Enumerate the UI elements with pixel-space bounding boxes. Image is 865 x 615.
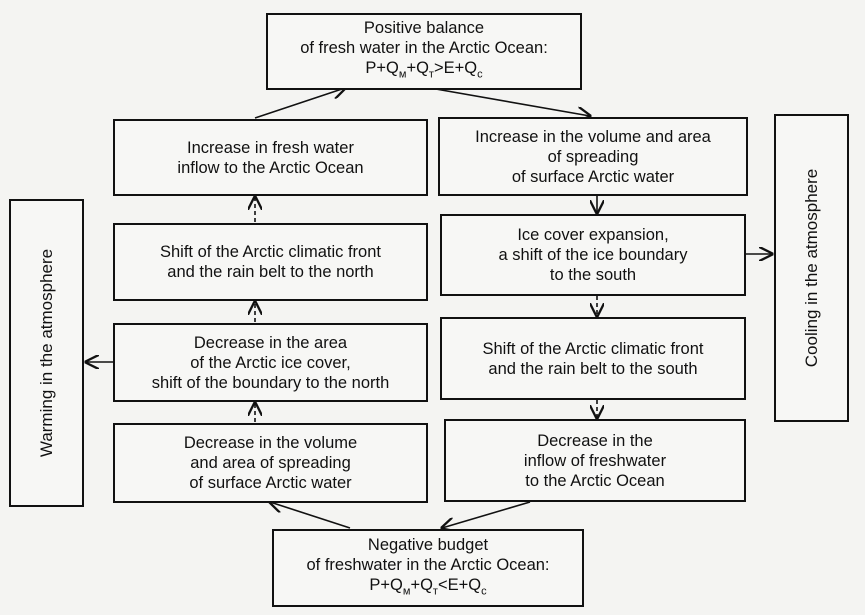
inflow-decrease-box — [444, 419, 746, 502]
negative-budget-title: Negative budget — [367, 535, 489, 554]
volume-increase-box — [438, 117, 748, 196]
volume-decrease-box — [113, 423, 428, 503]
ice-expansion-line2: a shift of the ice boundary — [498, 246, 688, 264]
ice-decrease-box — [113, 323, 428, 402]
front-south-line2: and the rain belt to the south — [488, 359, 698, 378]
volume-decrease-line2: and area of spreading — [190, 454, 351, 472]
ice-decrease-line3: shift of the boundary to the north — [151, 373, 390, 392]
arrow-inflow-increase-to-positive — [255, 88, 345, 118]
volume-increase-line2: of spreading — [547, 147, 639, 166]
arrow-negative-to-volume-decrease — [270, 502, 350, 528]
warming-box — [9, 199, 84, 507]
ice-expansion-line1: Ice cover expansion, — [517, 226, 669, 244]
ice-decrease-line2: of the Arctic ice cover, — [190, 353, 351, 372]
front-north-box — [113, 223, 428, 301]
front-north-line1: Shift of the Arctic climatic front — [160, 243, 381, 261]
positive-balance-formula: $P+Q_м+Q_т>E+Q_c$ — [365, 59, 483, 81]
inflow-decrease-line3: to the Arctic Ocean — [525, 471, 665, 490]
negative-budget-subtitle: of freshwater in the Arctic Ocean: — [306, 555, 550, 574]
front-south-line1: Shift of the Arctic climatic front — [482, 339, 704, 358]
cooling-box — [774, 114, 849, 422]
inflow-increase-line1: Increase in fresh water — [187, 138, 354, 157]
front-south-box — [440, 317, 746, 400]
arrow-inflow-decrease-to-negative — [442, 502, 530, 528]
negative-budget-box — [272, 529, 584, 607]
inflow-increase-line2: inflow to the Arctic Ocean — [177, 158, 364, 177]
positive-balance-subtitle: of fresh water in the Arctic Ocean: — [300, 39, 548, 58]
volume-increase-line3: of surface Arctic water — [511, 167, 675, 186]
positive-balance-title: Positive balance — [363, 19, 485, 38]
inflow-decrease-line2: inflow of freshwater — [523, 451, 667, 470]
ice-decrease-line1: Decrease in the area — [193, 333, 348, 352]
inflow-decrease-line1: Decrease in the — [537, 431, 653, 450]
front-north-line2: and the rain belt to the north — [167, 263, 374, 281]
volume-decrease-line3: of surface Arctic water — [189, 474, 352, 492]
warming-label: Warming in the atmosphere — [36, 248, 56, 458]
ice-expansion-line3: to the south — [549, 266, 637, 284]
negative-budget-formula: $P+Q_м+Q_т<E+Q_c$ — [369, 575, 487, 598]
positive-balance-box — [266, 13, 582, 90]
volume-decrease-line1: Decrease in the volume — [183, 434, 358, 452]
inflow-increase-box — [113, 119, 428, 196]
ice-expansion-box — [440, 214, 746, 296]
arrow-positive-to-volume-increase — [430, 88, 590, 116]
volume-increase-line1: Increase in the volume and area — [475, 127, 711, 146]
cooling-label: Cooling in the atmosphere — [801, 168, 821, 368]
